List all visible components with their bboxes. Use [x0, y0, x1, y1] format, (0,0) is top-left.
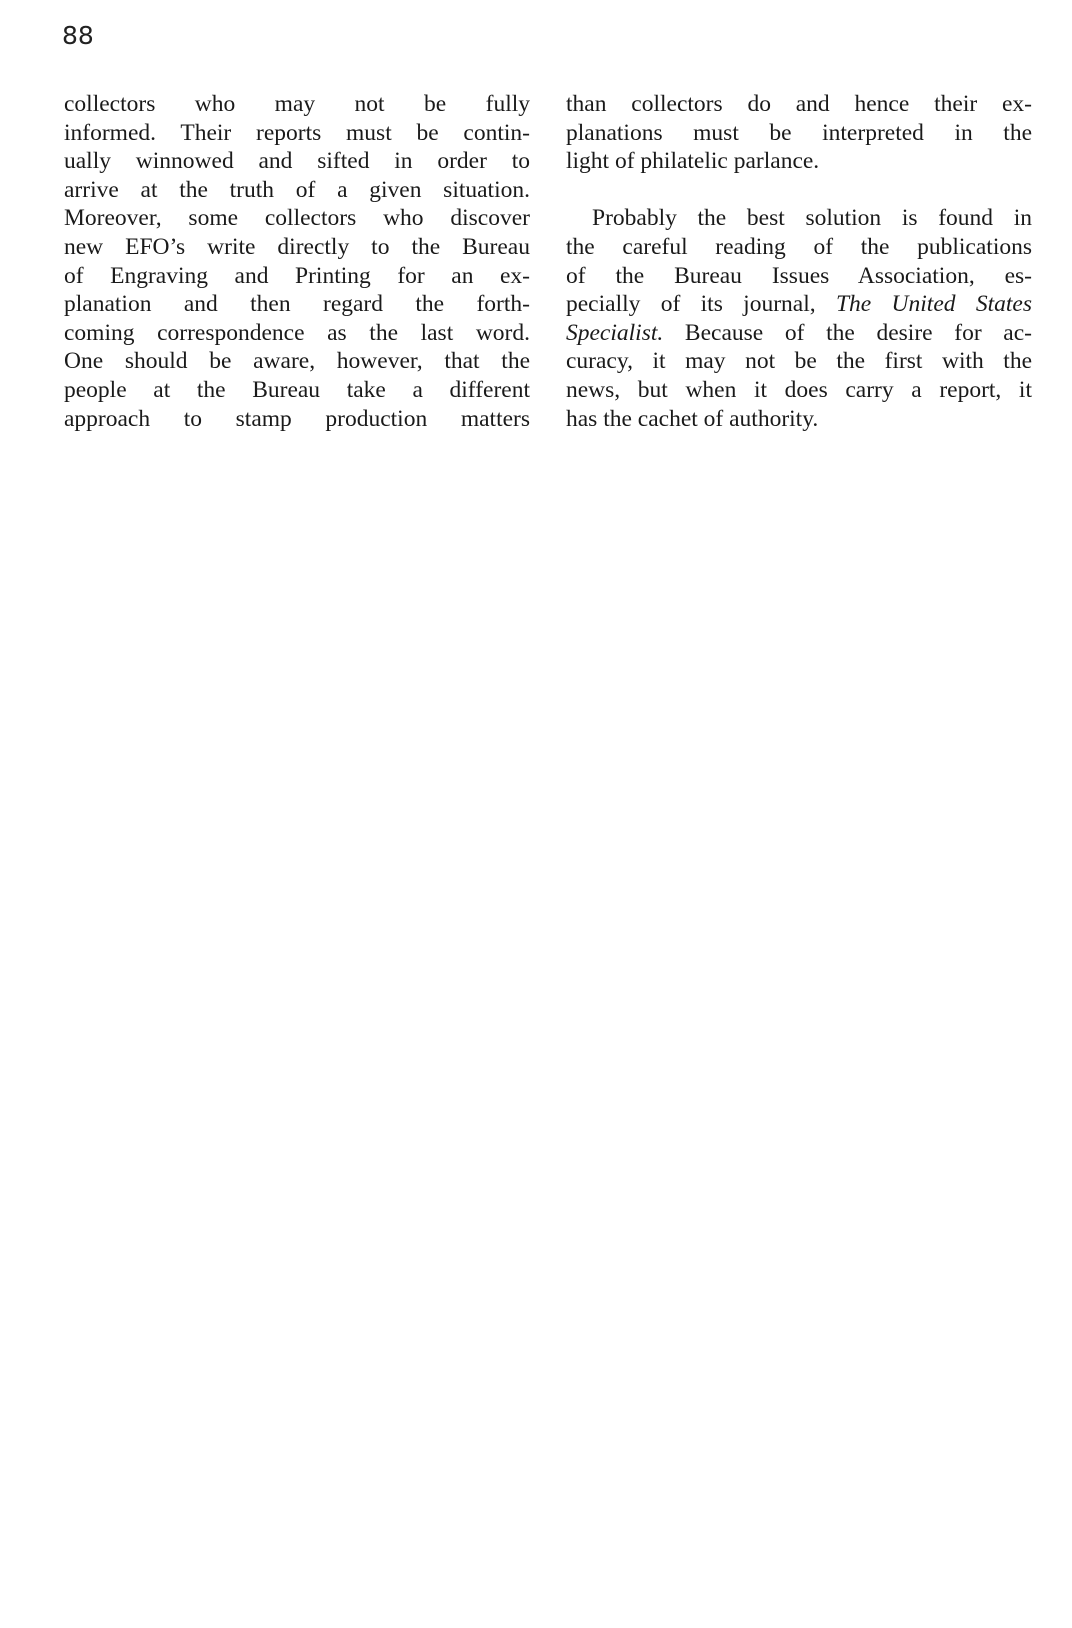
text-line	[566, 319, 1032, 348]
text-line: Moreover, some collectors who discover	[64, 205, 530, 232]
paragraph-conclusion	[566, 204, 1032, 433]
text-run: pecially of its journal,	[566, 291, 836, 318]
text-line: approach to stamp production matters	[64, 405, 530, 432]
text-line: arrive at the truth of a given situation.	[64, 176, 530, 203]
text-line: planations must be interpreted in the	[566, 119, 1032, 146]
paragraph-gap	[566, 176, 1032, 205]
left-column	[64, 90, 530, 433]
text-line: news, but when it does carry a report, it	[566, 376, 1032, 403]
right-column	[566, 90, 1032, 433]
journal-title: Specialist.	[566, 319, 664, 346]
text-line: the careful reading of the publications	[566, 233, 1032, 260]
paragraph-continuation	[566, 90, 1032, 176]
text-line: than collectors do and hence their ex-	[566, 91, 1032, 117]
page-number: 88	[62, 21, 94, 50]
text-line: coming correspondence as the last word.	[64, 319, 530, 346]
journal-title: The United States	[835, 291, 1032, 318]
text-run: Because of the desire for ac-	[663, 319, 1032, 346]
text-line	[566, 290, 1032, 319]
text-line: ually winnowed and sifted in order to	[64, 148, 530, 175]
text-line: Probably the best solution is found in	[592, 205, 1032, 232]
text-line: new EFO’s write directly to the Bureau	[64, 233, 530, 260]
text-line: of the Bureau Issues Association, es-	[566, 262, 1032, 289]
text-line: of Engraving and Printing for an ex-	[64, 262, 530, 289]
text-line: informed. Their reports must be contin-	[64, 119, 530, 146]
text-line: planation and then regard the forth-	[64, 291, 530, 318]
text-line: One should be aware, however, that the	[64, 348, 530, 375]
text-line: light of philatelic parlance.	[566, 148, 820, 175]
text-line: collectors who may not be fully	[64, 91, 530, 117]
text-line: people at the Bureau take a different	[64, 376, 530, 403]
text-line: has the cachet of authority.	[566, 405, 819, 432]
text-line: curacy, it may not be the first with the	[566, 348, 1032, 375]
